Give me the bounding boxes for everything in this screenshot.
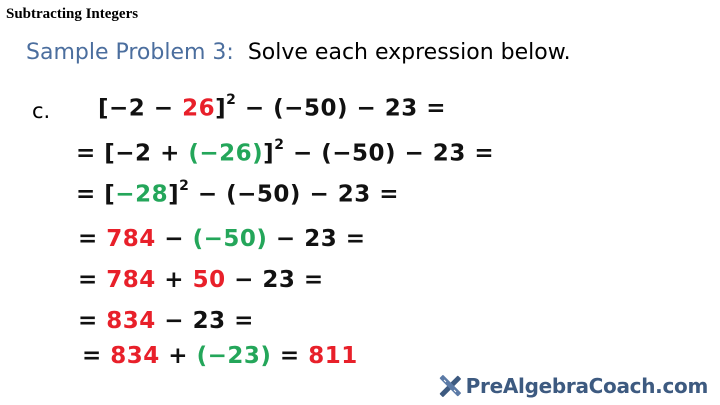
problem-heading bbox=[26, 40, 571, 65]
equation-term: − bbox=[155, 226, 193, 252]
equation-line-7 bbox=[82, 343, 358, 369]
part-label: c. bbox=[32, 99, 51, 123]
equation-term: (−50) bbox=[192, 226, 268, 252]
equation-term: − (−50) − 23 = bbox=[189, 181, 400, 208]
equation-line-6 bbox=[78, 308, 254, 334]
equation-term: 811 bbox=[308, 343, 358, 369]
equation-term: = bbox=[78, 308, 107, 334]
pencil-ruler-x-icon bbox=[438, 374, 462, 398]
brand-logo bbox=[438, 373, 708, 399]
equation-term: ] bbox=[168, 181, 180, 208]
equation-term: = bbox=[78, 267, 107, 293]
equation-term: − (−50) − 23 = bbox=[284, 140, 495, 167]
equation-term: − bbox=[145, 95, 183, 122]
equation-term: − (−50) − 23 = bbox=[236, 95, 447, 122]
equation-term: 834 bbox=[110, 343, 160, 369]
equation-term: 784 bbox=[106, 226, 156, 252]
equation-term: − 23 = bbox=[267, 226, 366, 252]
equation-term: = bbox=[78, 226, 107, 252]
equation-term: (−23) bbox=[196, 343, 272, 369]
equation-term: = [ bbox=[76, 181, 116, 208]
equation-term: −2 bbox=[109, 95, 146, 122]
heading-prefix: Sample Problem 3 bbox=[26, 40, 227, 65]
equation-term: + bbox=[155, 267, 193, 293]
equation-line-4 bbox=[78, 226, 365, 252]
exponent: 2 bbox=[179, 178, 190, 194]
equation-term: 834 bbox=[106, 308, 156, 334]
equation-line-1 bbox=[98, 92, 447, 122]
brand-text: PreAlgebraCoach.com bbox=[465, 374, 708, 398]
heading-colon: : bbox=[226, 40, 234, 65]
heading-instruction: Solve each expression below. bbox=[247, 40, 571, 65]
equation-term: 784 bbox=[106, 267, 156, 293]
equation-term: − 23 = bbox=[225, 267, 324, 293]
exponent: 2 bbox=[226, 92, 237, 108]
equation-term: 50 bbox=[192, 267, 226, 293]
exponent: 2 bbox=[274, 137, 285, 153]
equation-term: ] bbox=[215, 95, 227, 122]
equation-term: [ bbox=[98, 95, 110, 122]
equation-term: −28 bbox=[115, 181, 169, 208]
equation-term: = bbox=[82, 343, 111, 369]
equation-term: ] bbox=[263, 140, 275, 167]
equation-line-3 bbox=[76, 178, 400, 208]
equation-term: (−26) bbox=[188, 140, 264, 167]
equation-line-2 bbox=[76, 137, 495, 167]
equation-term: = [−2 + bbox=[76, 140, 189, 167]
equation-term: 26 bbox=[182, 95, 216, 122]
equation-line-5 bbox=[78, 267, 324, 293]
equation-term: = bbox=[271, 343, 309, 369]
equation-term: − 23 = bbox=[155, 308, 254, 334]
equation-term: + bbox=[159, 343, 197, 369]
slide-title: Subtracting Integers bbox=[6, 6, 139, 22]
